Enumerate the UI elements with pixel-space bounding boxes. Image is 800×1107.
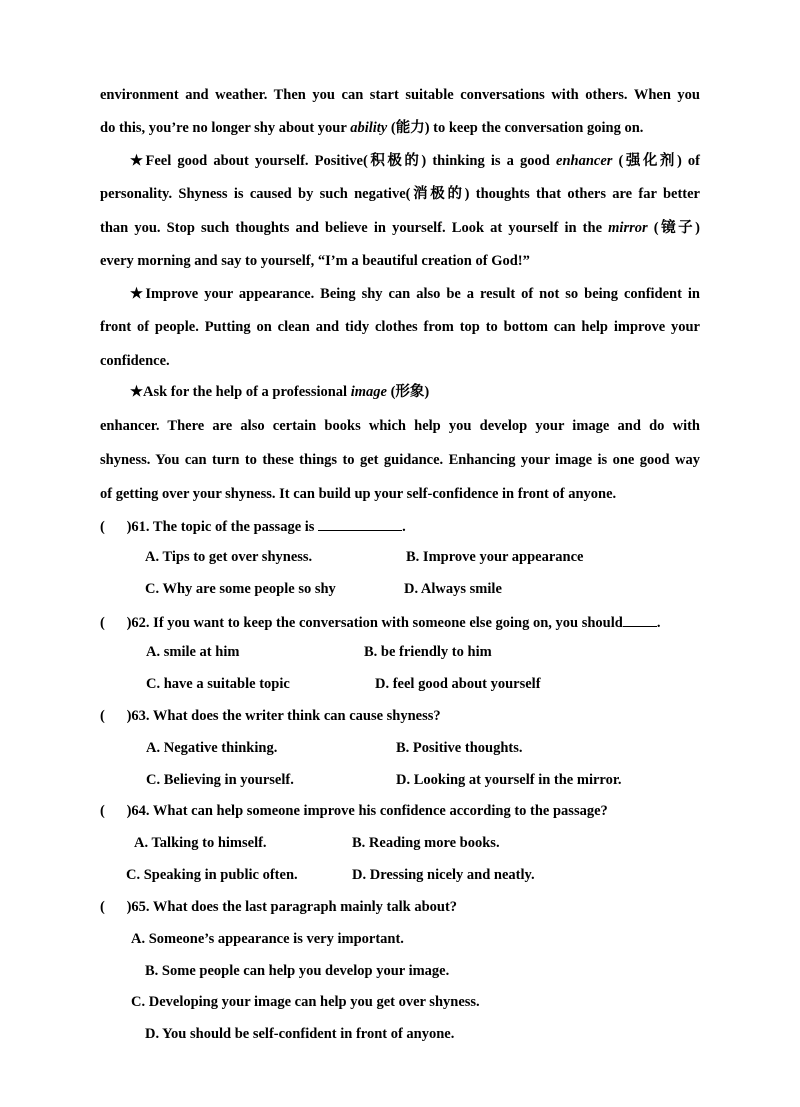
- question-62: [100, 612, 700, 632]
- option-c: C. Believing in yourself.: [146, 772, 294, 788]
- passage-line: [100, 252, 700, 270]
- passage-line: [100, 185, 700, 203]
- passage-line: [100, 485, 700, 503]
- passage-text: ★Ask for the help of a professional: [130, 384, 351, 400]
- option-b: B. Reading more books.: [352, 835, 500, 851]
- question-stem: 64. What can help someone improve his confidence according to the passage?: [131, 803, 608, 819]
- passage-line: [130, 152, 700, 170]
- option-c: C. Developing your image can help you get over shyness.: [131, 994, 480, 1010]
- option-d: D. feel good about yourself: [375, 676, 541, 692]
- passage-text: confidence.: [100, 353, 170, 369]
- passage-line: [100, 119, 700, 137]
- answer-blank-paren[interactable]: ( ): [100, 899, 132, 915]
- option-d: D. Dressing nicely and neatly.: [352, 867, 535, 883]
- passage-text: (强化剂) of: [612, 153, 700, 169]
- fill-blank[interactable]: [318, 516, 402, 531]
- option-b: B. Positive thoughts.: [396, 740, 523, 756]
- passage-line: [100, 318, 700, 336]
- passage-text: (镜子): [647, 220, 700, 236]
- question-end: .: [402, 519, 406, 535]
- question-63: [100, 707, 700, 725]
- option-a: A. Negative thinking.: [146, 740, 278, 756]
- passage-line: [100, 352, 700, 370]
- question-stem: 63. What does the writer think can cause shyness?: [131, 708, 441, 724]
- answer-blank-paren[interactable]: ( ): [100, 615, 132, 631]
- question-end: .: [656, 615, 661, 631]
- passage-text: do this, you’re no longer shy about your: [100, 120, 351, 136]
- passage-text: (能力) to keep the conversation going on.: [387, 120, 644, 136]
- fill-blank[interactable]: [623, 612, 657, 627]
- passage-text: of getting over your shyness. It can build up your self-confidence in front of anyone.: [100, 486, 617, 502]
- passage-line: [100, 86, 700, 104]
- answer-blank-paren[interactable]: ( ): [100, 803, 132, 819]
- question-stem: 62. If you want to keep the conversation with someone else going on, you should: [131, 615, 623, 631]
- passage-line: [100, 451, 700, 469]
- passage-text: ★Feel good about yourself. Positive(积极的) thinking is a good: [130, 153, 557, 169]
- question-stem: 61. The topic of the passage is: [131, 519, 319, 535]
- option-c: C. Speaking in public often.: [126, 867, 298, 883]
- passage-line: [100, 417, 700, 435]
- question-61: [100, 516, 700, 536]
- option-c: C. Why are some people so shy: [145, 581, 336, 597]
- passage-line: [130, 383, 700, 401]
- option-a: A. Tips to get over shyness.: [145, 549, 313, 565]
- option-a: A. Talking to himself.: [134, 835, 267, 851]
- passage-line: [100, 219, 700, 237]
- vocab-word: ability: [350, 120, 388, 136]
- option-b: B. Some people can help you develop your image.: [145, 963, 450, 979]
- question-65: [100, 898, 700, 916]
- option-a: A. smile at him: [146, 644, 240, 660]
- option-c: C. have a suitable topic: [146, 676, 290, 692]
- passage-text: personality. Shyness is caused by such negative(消极的) thoughts that others are far better: [100, 186, 700, 202]
- option-a: A. Someone’s appearance is very important.: [131, 931, 404, 947]
- passage-text: enhancer. There are also certain books which help you develop your image and do with: [100, 418, 700, 434]
- passage-text: ★Improve your appearance. Being shy can also be a result of not so being confident in: [130, 286, 700, 302]
- option-b: B. Improve your appearance: [406, 549, 584, 565]
- option-b: B. be friendly to him: [364, 644, 492, 660]
- option-d: D. You should be self-confident in front of anyone.: [145, 1026, 455, 1042]
- passage-text: front of people. Putting on clean and tidy clothes from top to bottom can help improve your: [100, 319, 700, 335]
- passage-line: [130, 285, 700, 303]
- option-d: D. Always smile: [404, 581, 502, 597]
- answer-blank-paren[interactable]: ( ): [100, 519, 132, 535]
- vocab-word: mirror: [608, 220, 648, 236]
- vocab-word: enhancer: [556, 153, 613, 169]
- answer-blank-paren[interactable]: ( ): [100, 708, 132, 724]
- passage-text: shyness. You can turn to these things to get guidance. Enhancing your image is one good way: [100, 452, 700, 468]
- passage-text: every morning and say to yourself, “I’m a beautiful creation of God!”: [100, 253, 530, 269]
- question-stem: 65. What does the last paragraph mainly talk about?: [131, 899, 458, 915]
- question-64: [100, 802, 700, 820]
- passage-text: environment and weather. Then you can start suitable conversations with others. When you: [100, 87, 700, 103]
- vocab-word: image: [350, 384, 387, 400]
- option-d: D. Looking at yourself in the mirror.: [396, 772, 622, 788]
- passage-text: than you. Stop such thoughts and believe in yourself. Look at yourself in the: [100, 220, 609, 236]
- passage-text: (形象): [386, 384, 430, 400]
